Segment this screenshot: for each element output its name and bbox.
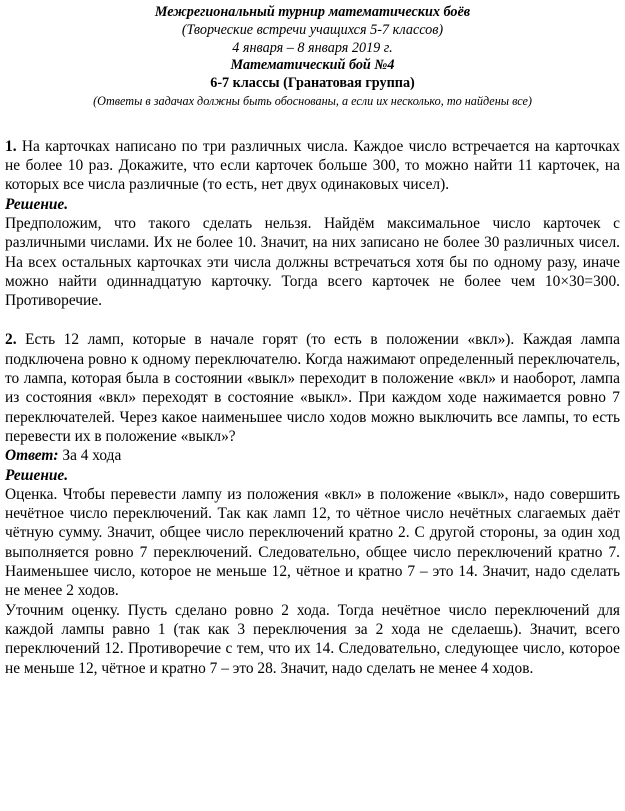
problem-1-number: 1.	[5, 137, 17, 155]
instructions-note: (Ответы в задачах должны быть обоснованы, а если их несколько, то найдены все)	[93, 93, 532, 108]
problem-2-number: 2.	[5, 331, 17, 349]
group-title: 6-7 классы (Гранатовая группа)	[210, 75, 415, 92]
problem-2	[5, 330, 620, 446]
problem-2-answer	[5, 446, 620, 465]
problem-2-text: Есть 12 ламп, которые в начале горят (то есть в положении «вкл»). Каждая лампа подключена ровно к одному переключателю. Когда нажимают определенный переключатель, то лампа, которая была в состоянии «выкл» переходит в положение «вкл» и наоборот, лампа из состояния «вкл» переходят в состояние «выкл». При каждом ходе нажимается ровно 7 переключателей. Через какое наименьшее число ходов можно выключить все лампы, то есть перевести их в положение «выкл»?	[5, 331, 620, 445]
header	[5, 4, 620, 111]
problem-2-solution-paragraph-1: Оценка. Чтобы перевести лампу из положения «вкл» в положение «выкл», надо совершить нечётное число переключений. Так как ламп 12, то чётное число нечётных слагаемых даёт чётную сумму. Значит, общее число переключений кратно 2. С другой стороны, за один ход выполняется ровно 7 переключений. Следовательно, общее число переключений кратно 7. Наименьшее число, которое не меньше 12, чётное и кратно 7 – это 14. Значит, надо сделать не менее 2 ходов.	[5, 485, 620, 600]
subtitle: (Творческие встречи учащихся 5-7 классов)	[181, 21, 444, 38]
answer-value: За 4 хода	[62, 447, 122, 465]
battle-title: Математический бой №4	[230, 57, 395, 74]
dates: 4 января – 8 января 2019 г.	[232, 39, 393, 56]
tournament-title: Межрегиональный турнир математических боёв	[154, 4, 471, 20]
problem-2-solution-label: Решение.	[5, 466, 69, 484]
problem-1	[5, 137, 620, 195]
problem-1-text: На карточках написано по три различных числа. Каждое число встречается на карточках не более 10 раз. Докажите, что если карточек больше 300, то можно найти 11 карточек, на которых все числа различные (то есть, нет двух одинаковых чисел).	[5, 137, 620, 194]
problem-1-solution: Предположим, что такого сделать нельзя. Найдём максимальное число карточек с различными числами. Их не более 10. Значит, на них записано не более 30 различных чисел. На всех остальных карточках эти числа должны встречаться хотя бы по одному разу, иначе можно найти одиннадцатую карточку. Тогда всего карточек не более чем 10×30=300. Противоречие.	[5, 214, 620, 310]
problem-1-solution-label: Решение.	[5, 195, 69, 213]
answer-label: Ответ:	[5, 447, 59, 465]
problem-2-solution-paragraph-2: Уточним оценку. Пусть сделано ровно 2 хода. Тогда нечётное число переключений для каждой лампы равно 1 (так как 3 переключения за 2 хода не сделаешь). Значит, всего переключений 12. Противоречие с тем, что их 14. Следовательно, следующее число, которое не меньше 12, чётное и кратно 7 – это 28. Значит, надо сделать не менее 4 ходов.	[5, 601, 620, 677]
